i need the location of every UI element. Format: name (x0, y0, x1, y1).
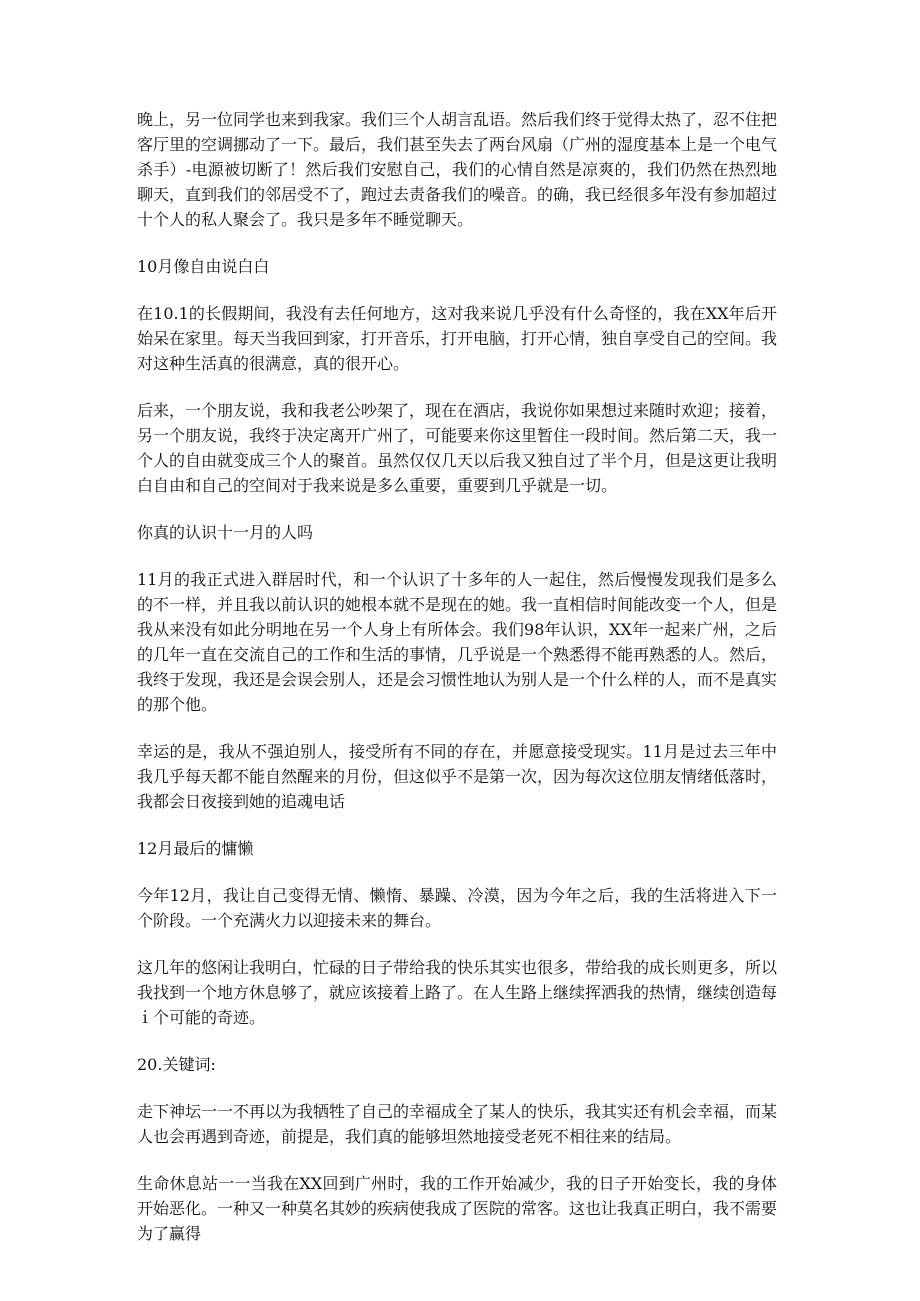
heading-december: 12月最后的慵懒 (137, 839, 254, 858)
paragraph-keyword-1: 走下神坛一一不再以为我牺牲了自己的幸福成全了某人的快乐，我其实还有机会幸福，而某人也会再遇到奇迹，前提是，我们真的能够坦然地接受老死不相往来的结局。 (137, 1102, 778, 1146)
document-body (137, 107, 777, 1268)
heading-october: 10月像自由说白白 (137, 257, 270, 276)
paragraph-keyword-2: 生命休息站一一当我在XX回到广州时，我的工作开始减少，我的日子开始变长，我的身体开始恶化。一种又一种莫名其妙的疾病使我成了医院的常客。这也让我真正明白，我不需要为了赢得 (137, 1174, 778, 1243)
heading-november: 你真的认识十一月的人吗 (137, 523, 314, 542)
heading-keywords: 20.关键词: (137, 1055, 216, 1074)
paragraph-gathering: 晚上，另一位同学也来到我家。我们三个人胡言乱语。然后我们终于觉得太热了，忍不住把客厅里的空调挪动了一下。最后，我们甚至失去了两台风扇（广州的湿度基本上是一个电气杀手）-电源被切断了！然后我们安慰自己，我们的心情自然是凉爽的，我们仍然在热烈地聊天，直到我们的邻居受不了，跑过去责备我们的噪音。的确，我已经很多年没有参加超过十个人的私人聚会了。我只是多年不睡觉聊天。 (137, 110, 778, 229)
paragraph-leisure: 这几年的悠闲让我明白，忙碌的日子带给我的快乐其实也很多，带给我的成长则更多，所以我找到一个地方休息够了，就应该接着上路了。在人生路上继续挥洒我的热情，继续创造每ｉ个可能的奇迹。 (137, 958, 778, 1027)
paragraph-holiday: 在10.1的长假期间，我没有去任何地方，这对我来说几乎没有什么奇怪的，我在XX年后开始呆在家里。每天当我回到家，打开音乐，打开电脑，打开心情，独自享受自己的空间。我对这种生活真的很满意，真的很开心。 (137, 304, 778, 373)
paragraph-friends: 后来，一个朋友说，我和我老公吵架了，现在在酒店，我说你如果想过来随时欢迎；接着，另一个朋友说，我终于决定离开广州了，可能要来你这里暂住一段时间。然后第二天，我一个人的自由就变成三个人的聚首。虽然仅仅几天以后我又独自过了半个月，但是这更让我明白自由和自己的空间对于我来说是多么重要，重要到几乎就是一切。 (137, 401, 778, 495)
paragraph-roommate: 11月的我正式进入群居时代，和一个认识了十多年的人一起住，然后慢慢发现我们是多么的不一样，并且我以前认识的她根本就不是现在的她。我一直相信时间能改变一个人，但是我从来没有如此分明地在另一个人身上有所体会。我们98年认识，XX年一起来广州，之后的几年一直在交流自己的工作和生活的事情，几乎说是一个熟悉得不能再熟悉的人。然后，我终于发现，我还是会误会别人，还是会习惯性地认为别人是一个什么样的人，而不是真实的那个他。 (137, 570, 778, 714)
paragraph-acceptance: 幸运的是，我从不强迫别人，接受所有不同的存在，并愿意接受现实。11月是过去三年中我几乎每天都不能自然醒来的月份，但这似乎不是第一次，因为每次这位朋友情绪低落时，我都会日夜接到她的追魂电话 (137, 742, 778, 811)
paragraph-december: 今年12月，我让自己变得无情、懒惰、暴躁、冷漠，因为今年之后，我的生活将进入下一个阶段。一个充满火力以迎接未来的舞台。 (137, 886, 777, 930)
